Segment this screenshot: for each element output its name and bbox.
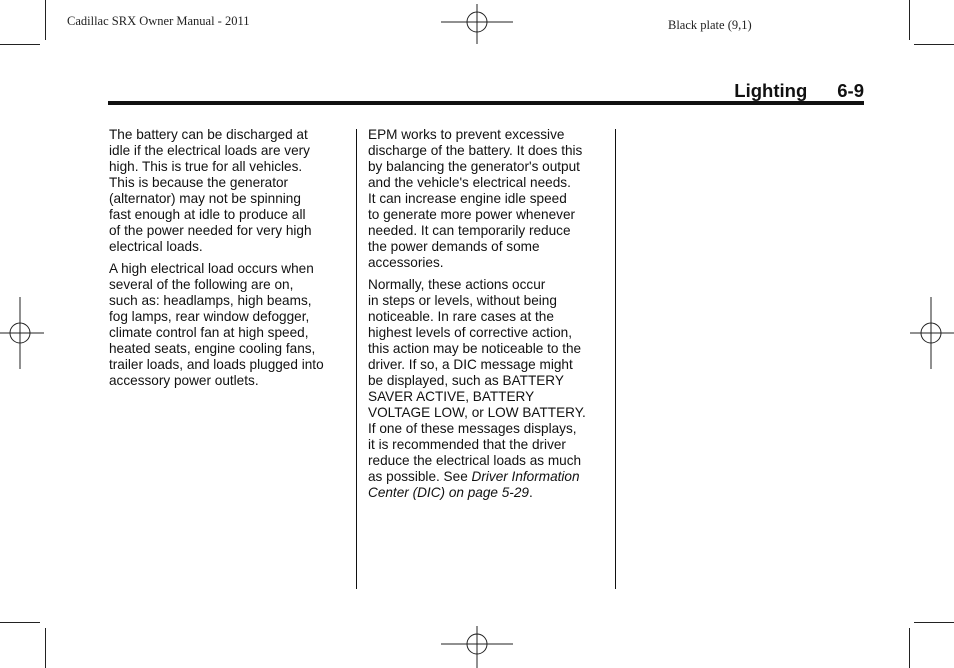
crop-mark-top-left-vertical (45, 0, 46, 40)
text-line: needed. It can temporarily reduce (368, 223, 571, 238)
text-line: accessories. (368, 255, 444, 270)
text-line: discharge of the battery. It does this (368, 143, 583, 158)
text-line: high. This is true for all vehicles. (109, 159, 303, 174)
paragraph-high-electrical-load (109, 261, 347, 389)
text-line: This is because the generator (109, 175, 289, 190)
text-line: highest levels of corrective action, (368, 325, 573, 340)
section-heading (734, 80, 864, 102)
text-line: fog lamps, rear window defogger, (109, 309, 310, 324)
text-line: this action may be noticeable to the (368, 341, 582, 356)
crop-mark-top-left-horizontal (0, 44, 40, 45)
text-line: and the vehicle's electrical needs. (368, 175, 571, 190)
crop-mark-bottom-right-vertical (909, 628, 910, 668)
crop-mark-top-right-vertical (909, 0, 910, 40)
text-fragment: . (528, 485, 533, 500)
text-line: idle if the electrical loads are very (109, 143, 310, 158)
page-number: 6-9 (837, 80, 864, 101)
text-line: driver. If so, a DIC message might (368, 357, 573, 372)
text-line: reduce the electrical loads as much (368, 453, 582, 468)
paragraph-corrective-action (368, 277, 608, 501)
text-line: it is recommended that the driver (368, 437, 566, 452)
text-line: climate control fan at high speed, (109, 325, 309, 340)
registration-mark-bottom-icon (441, 626, 513, 668)
text-line: trailer loads, and loads plugged into (109, 357, 324, 372)
column-1 (109, 127, 347, 395)
heading-rule (108, 101, 864, 105)
crop-mark-bottom-left-vertical (45, 628, 46, 668)
column-divider-left (356, 129, 357, 589)
text-line: several of the following are on, (109, 277, 294, 292)
text-line: to generate more power whenever (368, 207, 576, 222)
text-line: heated seats, engine cooling fans, (109, 341, 316, 356)
dic-reference-link[interactable]: Driver Information (471, 469, 580, 484)
registration-mark-left-icon (0, 297, 44, 369)
column-2 (368, 127, 608, 507)
text-line (368, 485, 608, 501)
book-title: Cadillac SRX Owner Manual - 2011 (67, 14, 250, 28)
text-line: (alternator) may not be spinning (109, 191, 301, 206)
text-line: by balancing the generator's output (368, 159, 580, 174)
registration-mark-top-icon (441, 4, 513, 44)
text-line: in steps or levels, without being (368, 293, 557, 308)
paragraph-epm (368, 127, 608, 271)
text-fragment: as possible. See (368, 469, 472, 484)
text-line: SAVER ACTIVE, BATTERY (368, 389, 535, 404)
text-line: VOLTAGE LOW, or LOW BATTERY. (368, 405, 586, 420)
text-line (368, 469, 608, 485)
text-line: A high electrical load occurs when (109, 261, 314, 276)
crop-mark-bottom-left-horizontal (0, 622, 40, 623)
text-line: Normally, these actions occur (368, 277, 546, 292)
section-title: Lighting (734, 80, 808, 101)
plate-label: Black plate (9,1) (668, 18, 752, 32)
text-line: noticeable. In rare cases at the (368, 309, 554, 324)
text-line: accessory power outlets. (109, 373, 259, 388)
dic-page-reference-link[interactable]: Center (DIC) on page 5-29 (368, 485, 529, 500)
registration-mark-right-icon (910, 297, 954, 369)
crop-mark-top-right-horizontal (914, 44, 954, 45)
text-line: fast enough at idle to produce all (109, 207, 306, 222)
text-line: of the power needed for very high (109, 223, 312, 238)
text-line: be displayed, such as BATTERY (368, 373, 564, 388)
text-line: electrical loads. (109, 239, 203, 254)
text-line: It can increase engine idle speed (368, 191, 567, 206)
text-line: EPM works to prevent excessive (368, 127, 565, 142)
text-line: The battery can be discharged at (109, 127, 308, 142)
text-line: such as: headlamps, high beams, (109, 293, 312, 308)
text-line: the power demands of some (368, 239, 540, 254)
column-divider-right (615, 129, 616, 589)
paragraph-battery-discharge (109, 127, 347, 255)
text-line: If one of these messages displays, (368, 421, 577, 436)
crop-mark-bottom-right-horizontal (914, 622, 954, 623)
